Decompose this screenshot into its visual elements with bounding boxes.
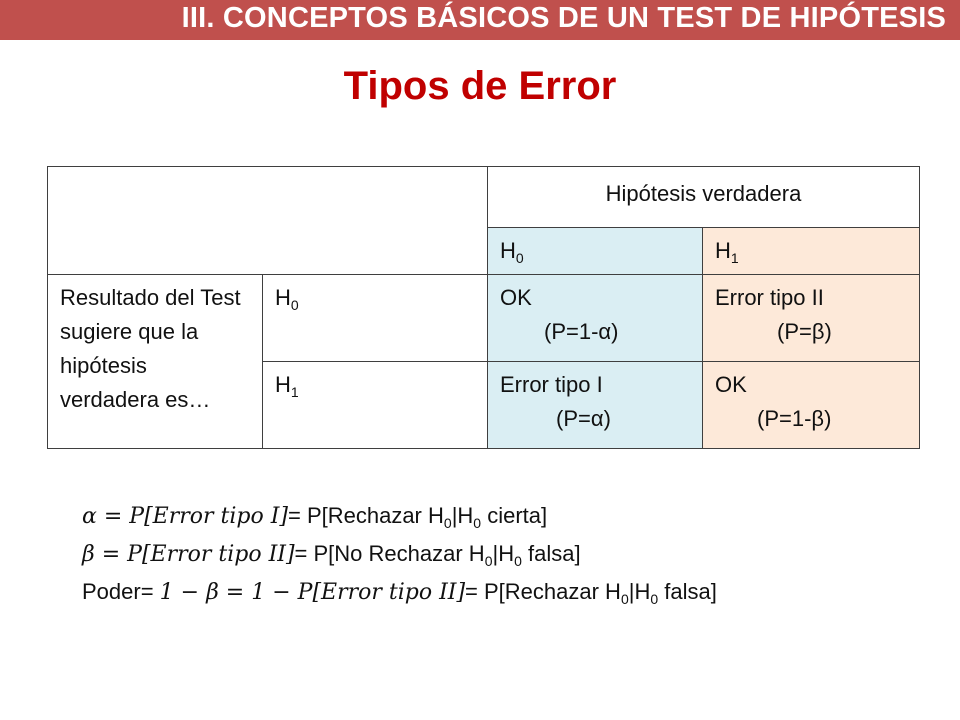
beta-text-b: |H bbox=[492, 541, 515, 566]
alpha-sub-1: 0 bbox=[443, 515, 452, 531]
beta-text-c: falsa] bbox=[521, 541, 581, 566]
row-h0-letter: H bbox=[275, 285, 291, 311]
beta-formula bbox=[82, 536, 717, 574]
cell-h1-h0-line2: (P=α) bbox=[556, 406, 611, 432]
cell-h0-h0 bbox=[488, 275, 703, 362]
row-label-cell: Resultado del Test sugiere que la hipótesis verdadera es… bbox=[48, 275, 263, 449]
power-text-c: falsa] bbox=[658, 579, 717, 604]
alpha-text-c: cierta] bbox=[481, 503, 548, 528]
col-h1-letter: H bbox=[715, 238, 731, 263]
cell-h1-h1-line2: (P=1-β) bbox=[757, 406, 832, 432]
power-formula bbox=[82, 574, 717, 612]
beta-sub-2: 0 bbox=[514, 553, 522, 569]
alpha-math: α = P[Error tipo I] bbox=[82, 504, 288, 529]
row-h0-subscript: 0 bbox=[290, 297, 299, 314]
alpha-text-a: = P[Rechazar H bbox=[287, 503, 444, 528]
true-hypothesis-header: Hipótesis verdadera bbox=[488, 167, 920, 228]
col-header-h0 bbox=[488, 228, 703, 275]
row-h1-subscript: 1 bbox=[290, 384, 299, 401]
cell-h0-h0-line1: OK bbox=[500, 285, 532, 311]
power-label: Poder= bbox=[82, 579, 160, 604]
cell-h0-h1-line2: (P=β) bbox=[777, 319, 832, 345]
section-banner-text: III. CONCEPTOS BÁSICOS DE UN TEST DE HIPÓTESIS bbox=[181, 2, 946, 34]
beta-sub-1: 0 bbox=[484, 553, 493, 569]
empty-corner-cell bbox=[48, 167, 488, 275]
beta-math: β = P[Error tipo II] bbox=[82, 542, 295, 567]
cell-h1-h0-line1: Error tipo I bbox=[500, 372, 603, 398]
power-text-a: = P[Rechazar H bbox=[465, 579, 621, 604]
power-text-b: |H bbox=[628, 579, 651, 604]
row-header-h1 bbox=[263, 362, 488, 449]
page-title: Tipos de Error bbox=[343, 64, 617, 108]
cell-h1-h1 bbox=[703, 362, 920, 449]
col-h1-subscript: 1 bbox=[730, 250, 739, 266]
cell-h1-h0 bbox=[488, 362, 703, 449]
cell-h1-h1-line1: OK bbox=[715, 372, 747, 398]
alpha-text-b: |H bbox=[451, 503, 474, 528]
row-header-h0 bbox=[263, 275, 488, 362]
section-banner bbox=[0, 0, 960, 40]
alpha-formula bbox=[82, 498, 717, 536]
error-types-table bbox=[47, 166, 920, 449]
formulas-block bbox=[82, 498, 717, 612]
cell-h0-h1 bbox=[703, 275, 920, 362]
alpha-sub-2: 0 bbox=[473, 515, 482, 531]
row-h1-letter: H bbox=[275, 372, 291, 398]
power-sub-2: 0 bbox=[650, 591, 659, 607]
beta-text-a: = P[No Rechazar H bbox=[294, 541, 485, 566]
col-h0-letter: H bbox=[500, 238, 516, 263]
col-header-h1 bbox=[703, 228, 920, 275]
cell-h0-h1-line1: Error tipo II bbox=[715, 285, 824, 311]
power-sub-1: 0 bbox=[620, 591, 629, 607]
power-math: 1 − β = 1 − P[Error tipo II] bbox=[159, 580, 466, 605]
cell-h0-h0-line2: (P=1-α) bbox=[544, 319, 619, 345]
col-h0-subscript: 0 bbox=[515, 250, 524, 266]
